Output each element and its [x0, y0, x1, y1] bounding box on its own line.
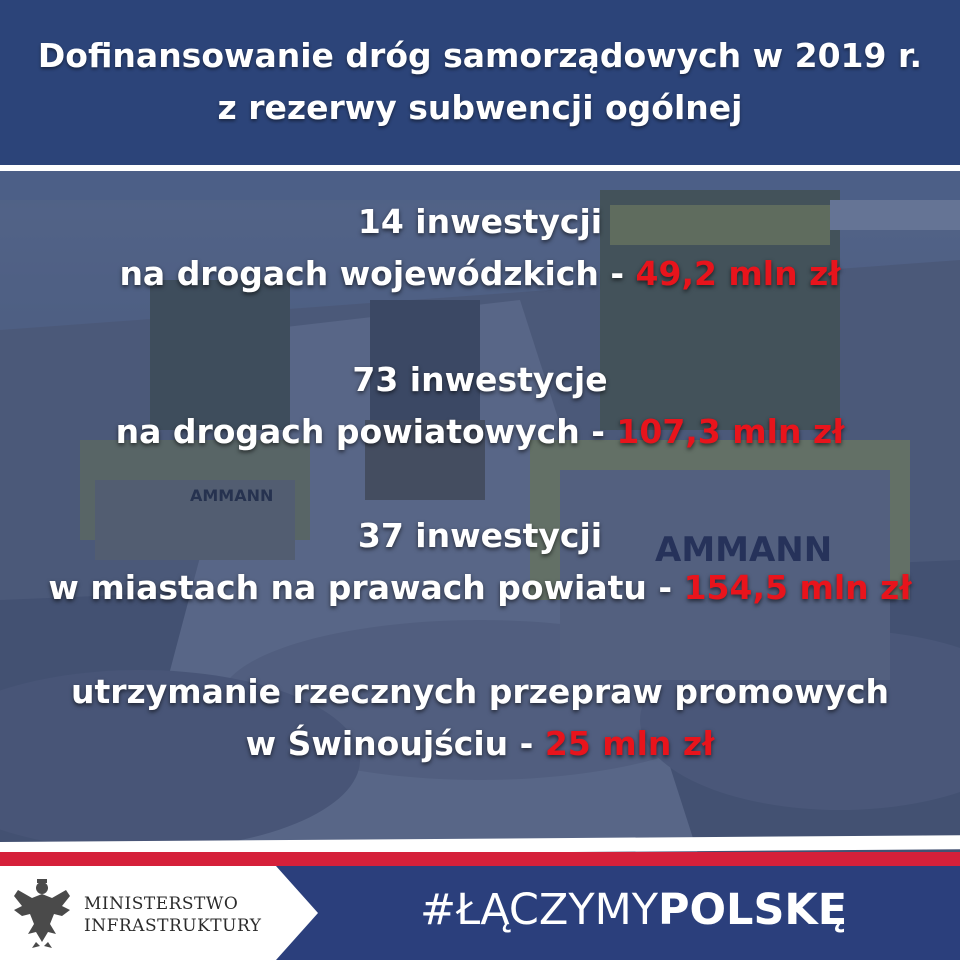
ministry-name-line-1: MINISTERSTWO — [84, 894, 239, 914]
item-ferry-crossings — [0, 666, 960, 770]
ministry-name — [84, 893, 261, 937]
item-description — [0, 718, 960, 770]
item-description — [0, 406, 960, 458]
item-label: w Świnoujściu - — [245, 724, 545, 763]
item-county-cities — [0, 510, 960, 614]
page-title — [0, 30, 960, 134]
item-label: w miastach na prawach powiatu - — [48, 568, 684, 607]
item-count: utrzymanie rzecznych przepraw promowych — [70, 672, 890, 711]
item-count: 37 inwestycji — [357, 516, 603, 555]
item-voivodeship-roads — [0, 196, 960, 300]
item-label: na drogach powiatowych - — [115, 412, 617, 451]
campaign-hashtag — [420, 880, 847, 940]
item-amount: 49,2 mln zł — [635, 254, 841, 293]
item-description — [0, 562, 960, 614]
hashtag-strong: POLSKĘ — [657, 885, 848, 935]
item-description — [0, 248, 960, 300]
item-amount: 25 mln zł — [544, 724, 715, 763]
hashtag-prefix: #ŁĄCZYMY — [420, 885, 658, 935]
title-line-2: z rezerwy subwencji ogólnej — [217, 88, 743, 127]
item-label: na drogach wojewódzkich - — [119, 254, 636, 293]
header-separator — [0, 165, 960, 171]
item-amount: 154,5 mln zł — [683, 568, 912, 607]
item-count: 14 inwestycji — [357, 202, 603, 241]
item-county-roads — [0, 354, 960, 458]
polish-eagle-emblem-icon — [10, 876, 74, 950]
ministry-name-line-2: INFRASTRUKTURY — [84, 916, 262, 936]
item-count: 73 inwestycje — [352, 360, 608, 399]
title-line-1: Dofinansowanie dróg samorządowych w 2019 r. — [37, 36, 923, 75]
item-amount: 107,3 mln zł — [616, 412, 845, 451]
